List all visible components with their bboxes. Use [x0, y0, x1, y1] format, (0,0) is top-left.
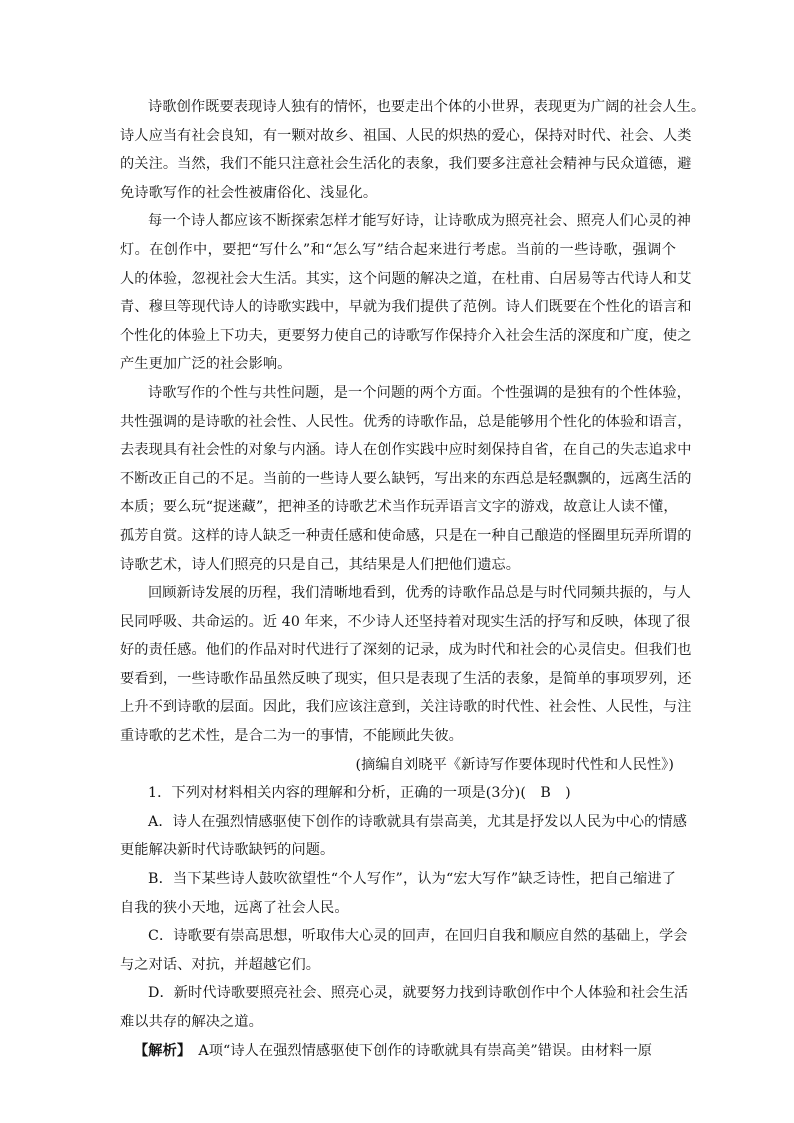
text-line: 诗歌写作的个性与共性问题，是一个问题的两个方面。个性强调的是独有的个性体验， — [148, 384, 691, 401]
text-line: 的关注。当然，我们不能只注意社会生活化的表象，我们要多注意社会精神与民众道德，避 — [120, 156, 692, 173]
text-line: 灯。在创作中，要把“写什么”和“怎么写”结合起来进行考虑。当前的一些诗歌，强调个 — [120, 241, 676, 258]
text-line: 诗歌艺术，诗人们照亮的只是自己，其结果是人们把他们遗忘。 — [120, 556, 521, 573]
document-page — [120, 93, 706, 1065]
text-line: 要看到，一些诗歌作品虽然反映了现实，但只是表现了生活的表象，是简单的事项罗列，还 — [120, 670, 692, 687]
option-b — [120, 865, 676, 922]
option-line: D．新时代诗歌要照亮社会、照亮心灵，就要努力找到诗歌创作中个人体验和社会生活 — [148, 985, 689, 1002]
analysis-tag: 【解析】 — [134, 1042, 185, 1059]
text-line: 好的责任感。他们的作品对时代进行了深刻的记录，成为时代和社会的心灵信史。但我们也 — [120, 642, 692, 659]
text-line: 重诗歌的艺术性，是合二为一的事情，不能顾此失彼。 — [120, 728, 463, 745]
option-line: A．诗人在强烈情感驱使下创作的诗歌就具有崇高美，尤其是抒发以人民为中心的情感 — [148, 813, 687, 830]
text-line: 免诗歌写作的社会性被庸俗化、浅显化。 — [120, 184, 378, 201]
option-d — [120, 979, 689, 1036]
text-line: 民同呼吸、共命运的。近 40 年来，不少诗人还坚持着对现实生活的抒写和反映，体现了很 — [120, 613, 691, 630]
option-a — [120, 808, 687, 865]
text-line: 去表现具有社会性的对象与内涵。诗人在创作实践中应时刻保持自省，在自己的失志追求中 — [120, 442, 692, 459]
text-line: 不断改正自己的不足。当前的一些诗人要么缺钙，写出来的东西总是轻飘飘的，远离生活的 — [120, 470, 692, 487]
paragraph-4 — [120, 579, 692, 751]
option-line: 与之对话、对抗，并超越它们。 — [120, 956, 321, 973]
option-line: 更能解决新时代诗歌缺钙的问题。 — [120, 842, 335, 859]
text-line: 上升不到诗歌的层面。因此，我们应该注意到，关注诗歌的时代性、社会性、人民性，与注 — [120, 699, 692, 716]
text-line: 诗人应当有社会良知，有一颗对故乡、祖国、人民的炽热的爱心，保持对时代、社会、人类 — [120, 127, 692, 144]
text-line: 产生更加广泛的社会影响。 — [120, 356, 292, 373]
question-stem: 1．下列对材料相关内容的理解和分析，正确的一项是(3分)( B ) — [148, 785, 571, 802]
text-line: 诗歌创作既要表现诗人独有的情怀，也要走出个体的小世界，表现更为广阔的社会人生。 — [148, 99, 706, 115]
option-line: B．当下某些诗人鼓吹欲望性“个人写作”，认为“宏大写作”缺乏诗性，把自己缩进了 — [148, 871, 676, 888]
text-line: 人的体验，忽视社会大生活。其实，这个问题的解决之道，在杜甫、白居易等古代诗人和艾 — [120, 270, 692, 287]
option-line: 难以共存的解决之道。 — [120, 1014, 263, 1030]
option-line: 自我的狭小天地，远离了社会人民。 — [120, 899, 349, 916]
analysis-line — [120, 1037, 676, 1066]
paragraph-3 — [120, 379, 692, 579]
analysis-text: A项“诗人在强烈情感驱使下创作的诗歌就具有崇高美”错误。由材料一原 — [184, 1042, 653, 1059]
question-block — [120, 779, 689, 1036]
text-line: 每一个诗人都应该不断探索怎样才能写好诗，让诗歌成为照亮社会、照亮人们心灵的神 — [148, 213, 691, 230]
option-c — [120, 922, 688, 979]
source-attribution: (摘编自刘晓平《新诗写作要体现时代性和人民性》) — [355, 756, 674, 773]
text-line: 孤芳自赏。这样的诗人缺乏一种责任感和使命感，只是在一种自己酿造的怪圈里玩弄所谓的 — [120, 527, 692, 544]
text-line: 本质；要么玩“捉迷藏”，把神圣的诗歌艺术当作玩弄语言文字的游戏，故意让人读不懂， — [120, 499, 678, 516]
text-line: 共性强调的是诗歌的社会性、人民性。优秀的诗歌作品，总是能够用个性化的体验和语言， — [120, 413, 692, 430]
text-line: 个性化的体验上下功夫，更要努力使自己的诗歌写作保持介入社会生活的深度和广度，使之 — [120, 327, 692, 344]
text-line: 青、穆旦等现代诗人的诗歌实践中，早就为我们提供了范例。诗人们既要在个性化的语言和 — [120, 299, 692, 316]
option-line: C．诗歌要有崇高思想，听取伟大心灵的回声，在回归自我和顺应自然的基础上，学会 — [148, 928, 688, 945]
text-line: 回顾新诗发展的历程，我们清晰地看到，优秀的诗歌作品总是与时代同频共振的，与人 — [148, 585, 691, 602]
paragraph-2 — [120, 207, 692, 379]
paragraph-1 — [120, 93, 706, 207]
